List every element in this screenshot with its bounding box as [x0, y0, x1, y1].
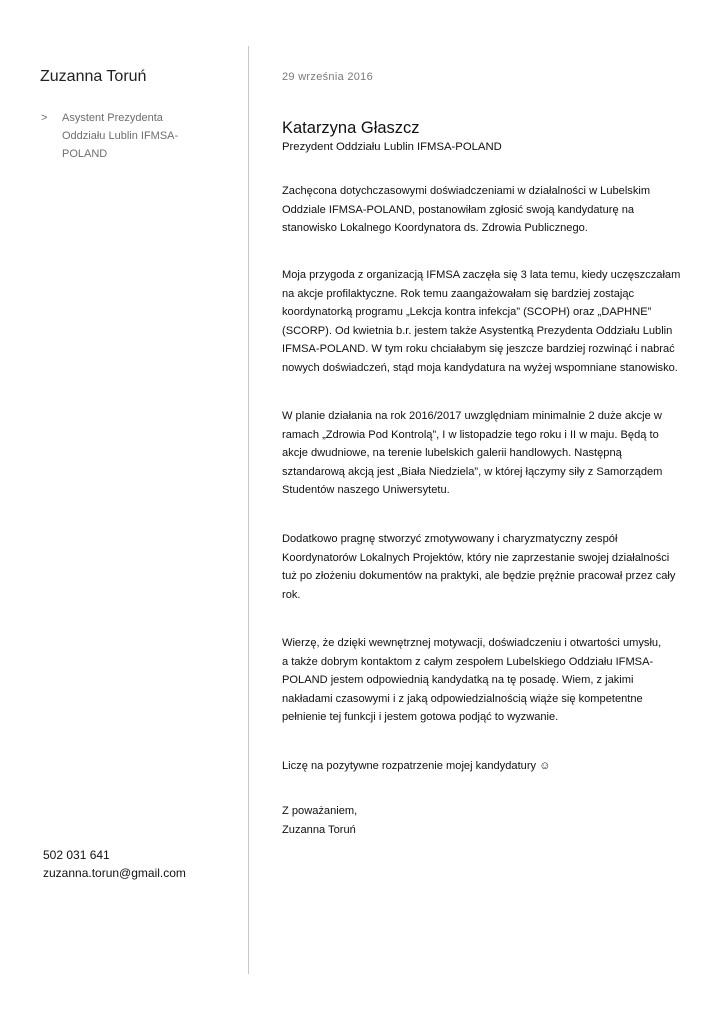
- paragraph-line: na akcje profilaktyczne. Rok temu zaangażowałam się bardziej zostając: [282, 287, 635, 300]
- paragraph-plan: [282, 407, 692, 500]
- paragraph-line: nowych doświadczeń, stąd moja kandydatura na wyżej wspomniane stanowisko.: [282, 361, 678, 374]
- sender-role-line: Oddziału Lublin IFMSA-: [62, 130, 179, 142]
- paragraph-line: rok.: [282, 588, 301, 601]
- email-address: zuzanna.torun@gmail.com: [43, 866, 186, 880]
- sender-role-line: POLAND: [62, 148, 108, 160]
- paragraph-line: Moja przygoda z organizacją IFMSA zaczęła się 3 lata temu, kiedy uczęszczałam: [282, 269, 681, 281]
- paragraph-line: Studentów naszego Uniwersytetu.: [282, 484, 450, 497]
- paragraph-line: W planie działania na rok 2016/2017 uwzględniam minimalnie 2 duże akcje w: [282, 410, 662, 422]
- paragraph-line: sztandarową akcją jest „Biała Niedziela”, w której łączymy siły z Samorządem: [282, 465, 663, 478]
- paragraph-line: IFMSA-POLAND. W tym roku chciałabym się jeszcze bardziej rozwinąć i nabrać: [282, 343, 675, 356]
- phone-number: 502 031 641: [43, 848, 110, 862]
- sender-role-line: Asystent Prezydenta: [62, 112, 163, 124]
- paragraph-line: nakładami czasowymi i z jaką odpowiedzialnością wiąże się kompetentne: [282, 692, 643, 705]
- paragraph-line: stanowisko Lokalnego Koordynatora ds. Zdrowia Publicznego.: [282, 222, 588, 235]
- paragraph-line: ramach „Zdrowia Pod Kontrolą”, I w listopadzie tego roku i II w maju. Będą to: [282, 428, 659, 441]
- paragraph-motivation: [282, 634, 692, 727]
- signature-block: [282, 802, 692, 839]
- recipient-title: Prezydent Oddziału Lublin IFMSA-POLAND: [282, 141, 502, 153]
- paragraph-closing: [282, 757, 692, 776]
- paragraph-line: pełnienie tej funkcji i jestem gotowa podjąć to wyzwanie.: [282, 711, 559, 724]
- sender-role-text: [62, 109, 202, 163]
- recipient-name: Katarzyna Głaszcz: [282, 119, 420, 137]
- paragraph-line: akcje dwudniowe, na terenie lubelskich galerii handlowych. Następną: [282, 447, 622, 460]
- paragraph-intro: [282, 182, 692, 238]
- paragraph-line: Koordynatorów Lokalnych Projektów, który nie zaprzestanie swojej działalności: [282, 551, 670, 564]
- paragraph-line: Oddziale IFMSA-POLAND, postanowiłam zgłosić swoją kandydaturę na: [282, 203, 635, 216]
- paragraph-line: Dodatkowo pragnę stworzyć zmotywowany i charyzmatyczny zespół: [282, 533, 618, 545]
- paragraph-line: (SCORP). Od kwietnia b.r. jestem także Asystentką Prezydenta Oddziału Lublin: [282, 324, 673, 337]
- paragraph-line: Wierzę, że dzięki wewnętrznej motywacji, doświadczeniu i otwartości umysłu,: [282, 637, 662, 649]
- paragraph-experience: [282, 266, 692, 378]
- contact-info: [43, 846, 186, 882]
- vertical-divider: [248, 46, 249, 974]
- paragraph-line: koordynatorką programu „Lekcja kontra infekcja” (SCOPH) oraz „DAPHNE”: [282, 306, 652, 319]
- paragraph-team: [282, 530, 692, 604]
- letter-date: 29 września 2016: [282, 71, 374, 83]
- sender-name: Zuzanna Toruń: [40, 68, 147, 85]
- paragraph-line: Zachęcona dotychczasowymi doświadczeniami w działalności w Lubelskim: [282, 185, 651, 197]
- chevron-right-icon: >: [41, 112, 48, 124]
- signature-line: Zuzanna Toruń: [282, 823, 356, 836]
- sidebar: [0, 0, 248, 1024]
- paragraph-line: POLAND jestem odpowiednią kandydatką na tę posadę. Wiem, z jakimi: [282, 674, 634, 687]
- signature-line: Z poważaniem,: [282, 805, 358, 817]
- paragraph-line: a także dobrym kontaktom z całym zespołem Lubelskiego Oddziału IFMSA-: [282, 655, 654, 668]
- paragraph-line: Liczę na pozytywne rozpatrzenie mojej kandydatury ☺: [282, 760, 551, 772]
- paragraph-line: tuż po złożeniu dokumentów na praktyki, ale będzie prężnie pracował przez cały: [282, 570, 676, 583]
